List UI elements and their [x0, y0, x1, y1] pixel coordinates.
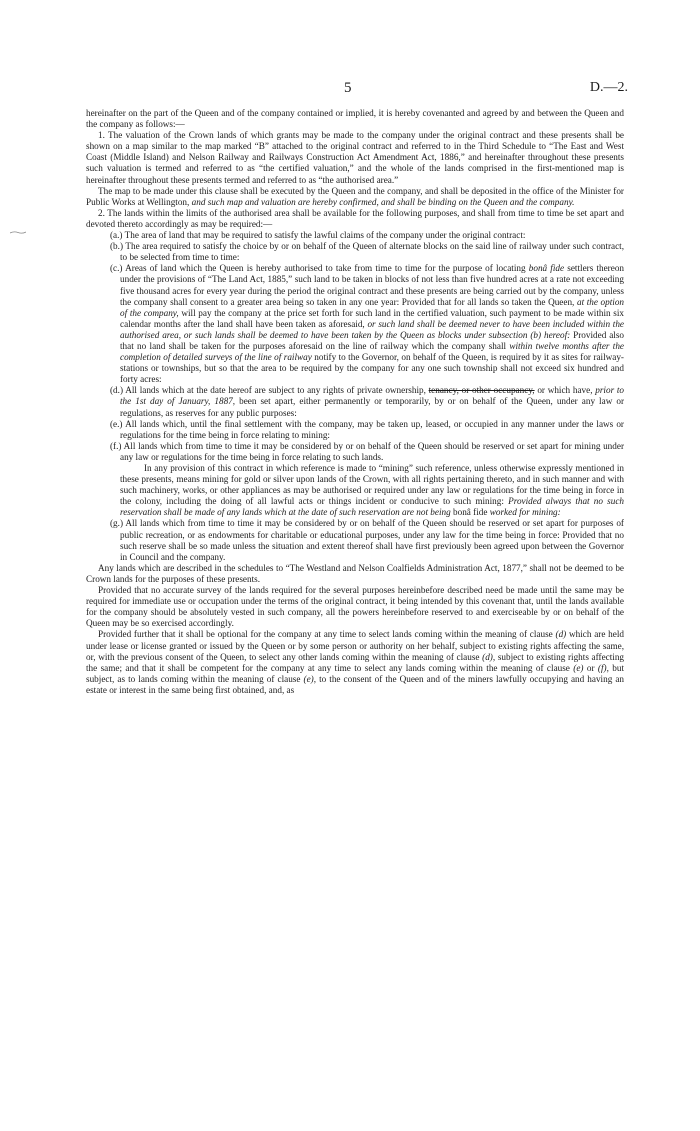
- westland-paragraph: Any lands which are described in the schedules to “The Westland and Nelson Coalfields Administration Act, 1877,” shall not be deemed to be Crown lands for the purposes of these presents.: [86, 562, 624, 584]
- clause-1-map-text: The map to be made under this clause shall be executed by the Queen and the company, and shall be deposited in the office of the Minister for Public Works at Wellington,: [86, 185, 624, 207]
- clause-2: 2. The lands within the limits of the authorised area shall be available for the following purposes, and shall from time to time be set apart and devoted thereto accordingly as may be required:—: [86, 207, 624, 229]
- selection-text-or: or: [586, 662, 595, 673]
- clause-1: 1. The valuation of the Crown lands of which grants may be made to the company under the original contract and these presents shall be shown on a map similar to the map marked “B” attached to the original contract and referred to in the Third Schedule to “The East and West Coast (Middle Island) and Nelson Railway and Railways Construction Act Amendment Act, 1886,” and hereinafter throughout these presents such valuation is termed and referred to as “the certified valuation,” and the whole of the lands comprised in the first-mentioned map is hereinafter throughout these presents termed and referred to as “the authorised area.”: [86, 130, 624, 185]
- document-reference: D.—2.: [589, 80, 628, 95]
- subclause-f-text: All lands which from time to time it may be considered by or on behalf of the Queen should be reserved or set apart for mining under any law or regulations for the time being in force relating to such lands.: [120, 440, 625, 462]
- subclause-e: [86, 419, 624, 441]
- selection-text-1: Provided further that it shall be optional for the company at any time to select lands coming within the meaning of clause: [98, 629, 553, 640]
- subclause-c-italic-surveys: within twelve months after the completion of detailed surveys of the line of railway: [120, 340, 624, 363]
- subclause-d-text-2: or which have,: [537, 385, 593, 396]
- subclause-g-text: All lands which from time to time it may be considered by or on behalf of the Queen should be reserved or set apart for purposes of public recreation, or as endowments for charitable or educational purposes, under any law for the time being in force: Provided that no such reserve shall be so made unless the situation and extent thereof shall have first previously been agreed upon between the Governor in Council and the company.: [120, 518, 624, 562]
- subclause-c-text-1: Areas of land which the Queen is hereby authorised to take from time to time for the purpose of locating: [125, 263, 526, 274]
- survey-proviso-paragraph: Provided that no accurate survey of the lands required for the several purposes hereinbefore described need be made until the same may be required for immediate use or occupation under the terms of the original contract, it being intended by this covenant that, until the lands available for the company should be absolutely vested in such company, all the powers hereinbefore reserved to and exerciseable by or on behalf of the Queen may be so exercised accordingly.: [86, 585, 624, 629]
- subclause-d-italic-date: prior to the 1st day of January, 1887,: [120, 385, 625, 407]
- subclause-g: [86, 518, 624, 562]
- subclause-b: [86, 241, 624, 263]
- subclause-a: [86, 230, 624, 241]
- subclause-f-label: (f.): [110, 440, 122, 451]
- page-number: 5: [344, 80, 352, 96]
- margin-pencil-mark: [10, 231, 26, 234]
- clause-1-map-paragraph: [86, 186, 624, 208]
- subclause-c: [86, 263, 624, 385]
- page-header: [0, 80, 700, 100]
- subclause-c-text-4: Provided also that no land shall be taken for the purposes aforesaid on the line of railway which the company shall: [120, 329, 625, 351]
- subclause-f-mining-definition: [86, 463, 624, 518]
- selection-text-4: but subject, as to lands coming within the meaning of clause: [86, 662, 625, 684]
- clause-1-map-italic: and such map and valuation are hereby confirmed, and shall be binding on the Queen and the company.: [191, 196, 575, 207]
- subclause-c-text-5: notify to the Governor, on behalf of the Queen, is required by it as sites for railway-stations or townships, but so that the area to be required by the company for any one such township shall not exceed six hundred and forty acres:: [120, 352, 624, 385]
- mining-proviso-italic-2: worked for mining:: [489, 507, 561, 518]
- subclause-e-label: (e.): [110, 418, 123, 429]
- subclause-e-text: All lands which, until the final settlement with the company, may be taken up, leased, or occupied in any manner under the laws or regulations for the time being in force relating to mining:: [120, 418, 624, 440]
- mining-proviso-italic-1: Provided always that no such reservation shall be made of any lands which at the date of such reservation are not being: [120, 496, 624, 518]
- selection-text-5: to the consent of the Queen and of the miners lawfully occupying and having an estate or interest in the same being first obtained, and, as: [86, 673, 625, 695]
- subclause-c-italic-deemed: or such land shall be deemed never to have been included within the authorised area, or such lands shall be deemed to have been taken by the Queen as blocks under subsection (b) hereof:: [120, 318, 624, 340]
- subclause-b-text: The area required to satisfy the choice by or on behalf of the Queen of alternate blocks on the said line of railway under such contract, to be selected from time to time:: [120, 241, 625, 263]
- intro-paragraph: hereinafter on the part of the Queen and of the company contained or implied, it is hereby covenanted and agreed by and between the Queen and the company as follows:—: [86, 108, 624, 130]
- subclause-d-text-3: been set apart, either permanently or temporarily, by or on behalf of the Queen, under any law or regulations, as reserves for any public purposes:: [120, 396, 625, 418]
- clause-ref-d-2: (d),: [482, 651, 496, 662]
- subclause-c-italic-option: at the option of the company,: [120, 296, 625, 318]
- subclause-c-text-3: will pay the company at the price set forth for such land in the certified valuation, such payment to be made within six calendar months after the land shall have been taken as aforesaid,: [120, 307, 625, 329]
- subclause-a-label: (a.): [110, 230, 123, 241]
- subclause-d-text-1: All lands which at the date hereof are subject to any rights of private ownership,: [125, 385, 426, 396]
- clause-ref-d-1: (d): [555, 629, 567, 640]
- selection-text-3: subject to existing rights affecting the same; and that it shall be competent for the company at any time to select any lands coming within the meaning of clause: [86, 651, 625, 673]
- subclause-f: [86, 441, 624, 463]
- selection-proviso-paragraph: [86, 629, 624, 696]
- subclause-d-struck-text: tenancy, or other occupancy,: [428, 385, 535, 396]
- subclause-c-text-2: settlers thereon under the provisions of “The Land Act, 1885,” such land to be taken in blocks of not less than five hundred acres at a rate not exceeding five thousand acres for every year during the period the original contract and these presents are being carried out by the company, unless the company shall consent to a greater area being so taken in any one year: Provided that for all lands so taken the Queen,: [120, 263, 625, 307]
- subclause-a-text: The area of land that may be required to satisfy the lawful claims of the company under the original contract:: [124, 230, 526, 241]
- clause-ref-e-1: (e): [573, 662, 584, 673]
- subclause-c-italic-bona-fide: bonâ fide: [528, 263, 565, 274]
- subclause-d-label: (d.): [110, 385, 124, 396]
- subclause-d: [86, 385, 624, 418]
- mining-proviso-bona-fide: bonâ fide: [453, 507, 488, 518]
- mining-definition-text: In any provision of this contract in which reference is made to “mining” such reference, unless otherwise expressly mentioned in these presents, means mining for gold or silver upon lands of the Crown, with all rights pertaining thereto, and in such manner and with such machinery, works, or other appliances as may be authorised or required under any law or regulations for the time being in force in the colony, including the doing of all lawful acts or things incident or conducive to such mining:: [120, 463, 624, 507]
- subclause-g-label: (g.): [110, 518, 124, 529]
- subclause-b-label: (b.): [110, 241, 124, 252]
- selection-text-2: which are held under lease or license granted or issued by the Queen or by some person or authority on her behalf, subject to existing rights affecting the same, or, with the previous consent of the Queen, to select any other lands coming within the meaning of clause: [86, 629, 625, 662]
- clause-ref-f: (f),: [597, 662, 609, 673]
- subclause-c-label: (c.): [110, 263, 123, 274]
- document-body: [86, 108, 624, 696]
- clause-ref-e-2: (e),: [303, 673, 317, 684]
